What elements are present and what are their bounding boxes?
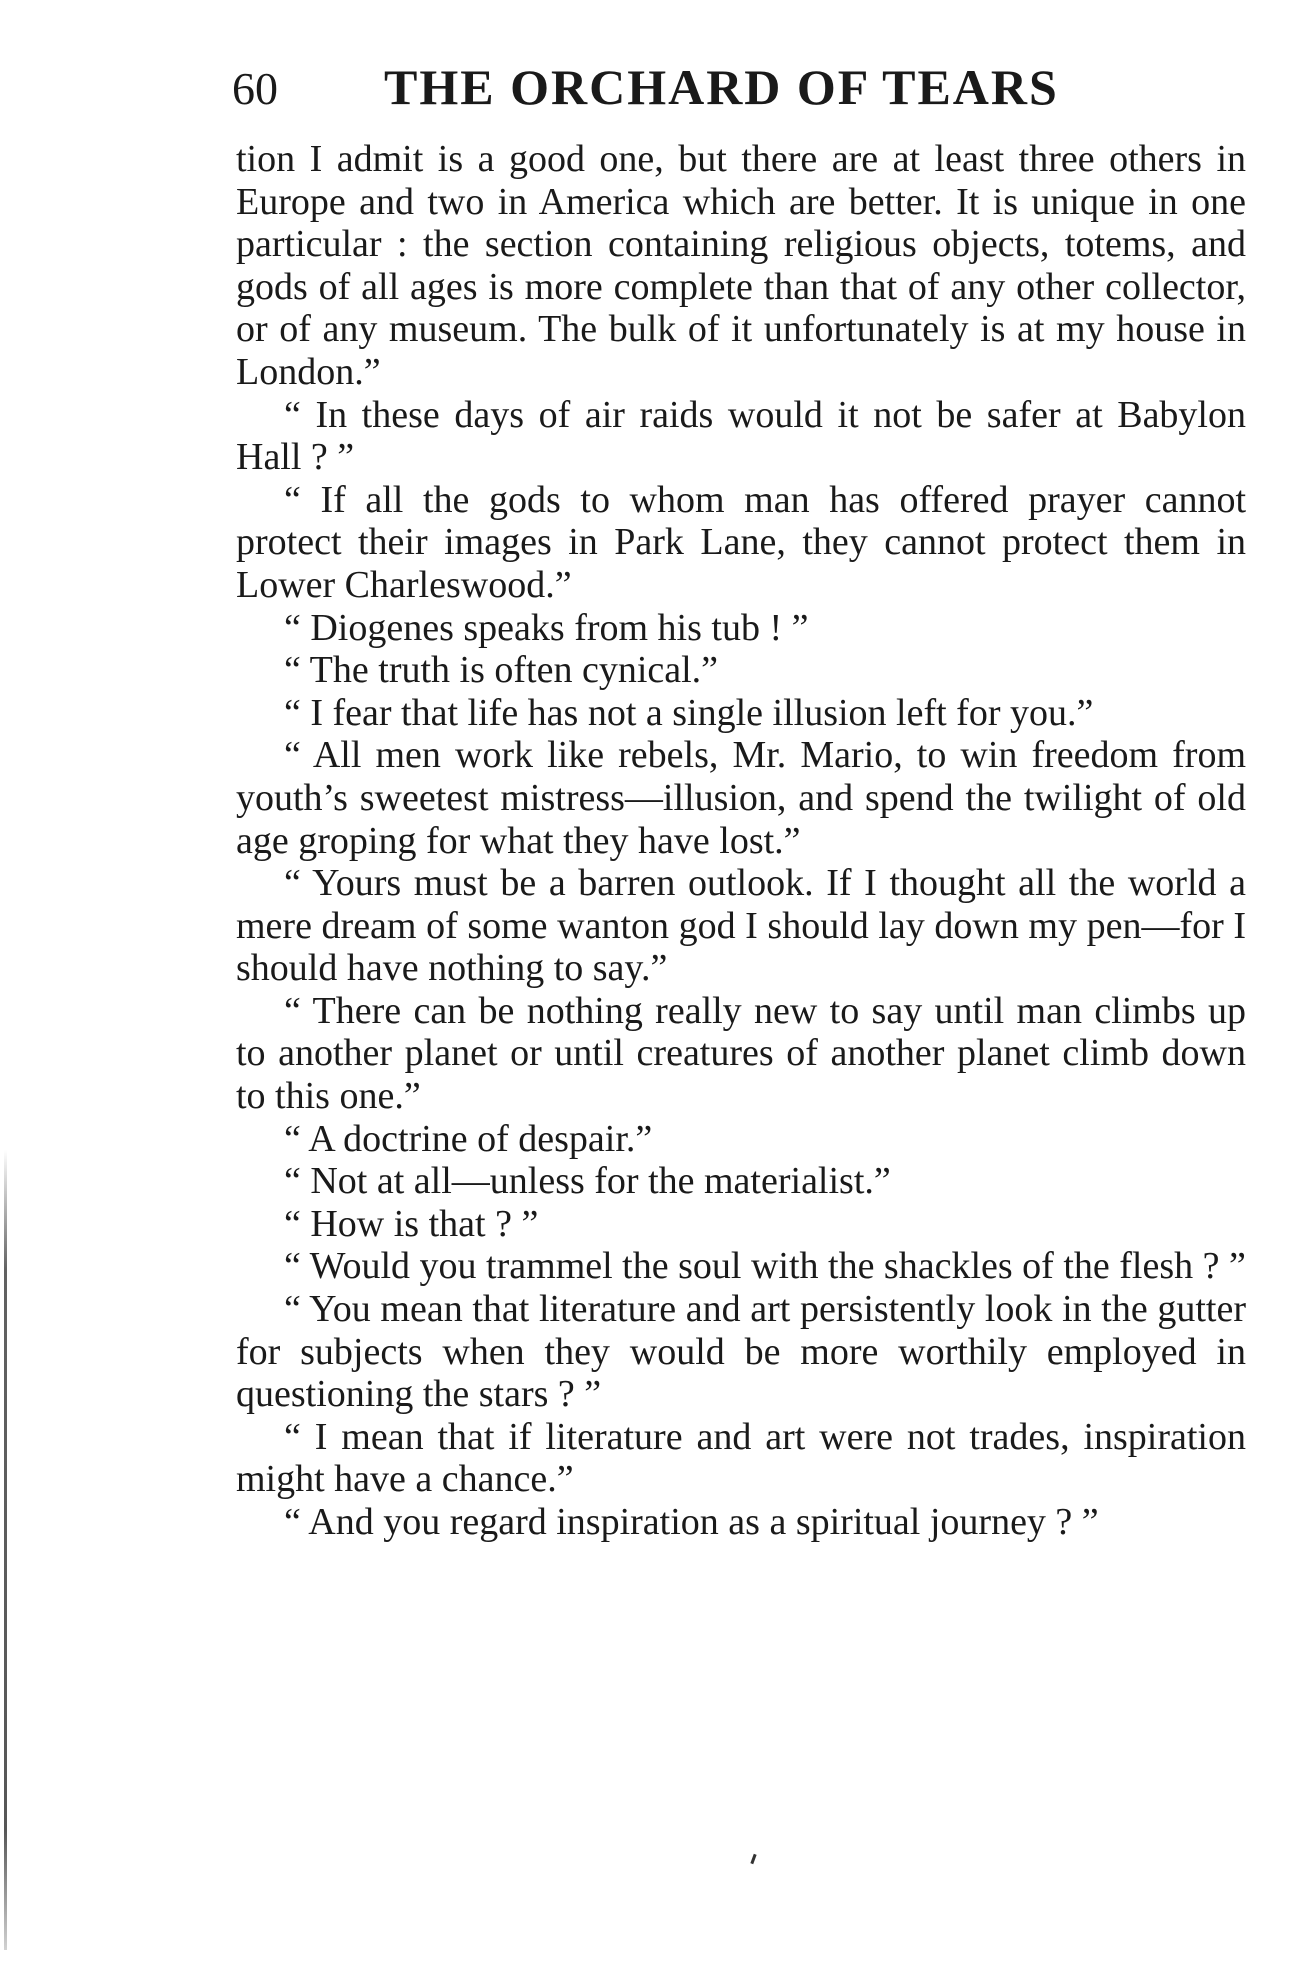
paragraph: “ All men work like rebels, Mr. Mario, to win freedom from youth’s sweetest mistress—illusion, and spend the twilight of old age groping for what they have lost.”: [236, 734, 1246, 862]
paragraph: “ I fear that life has not a single illusion left for you.”: [284, 691, 1094, 734]
page-number: 60: [232, 63, 278, 114]
binding-shadow: [4, 1150, 7, 1950]
paragraph: “ There can be nothing really new to say until man climbs up to another planet or until creatures of another planet climb down to this one.”: [236, 989, 1246, 1118]
print-speck: [750, 1854, 756, 1864]
paragraph: “ Not at all—unless for the materialist.”: [284, 1160, 891, 1203]
paragraph: “ Diogenes speaks from his tub ! ”: [284, 606, 809, 649]
paragraph: “ Would you trammel the soul with the shackles of the flesh ? ”: [284, 1245, 1246, 1288]
paragraph: “ And you regard inspiration as a spiritual journey ? ”: [284, 1501, 1099, 1543]
paragraph: “ Yours must be a barren outlook. If I thought all the world a mere dream of some wanton god I should lay down my pen—for I should have nothing to say.”: [236, 862, 1246, 990]
body-text: [236, 138, 1246, 1544]
paragraph: “ If all the gods to whom man has offered prayer cannot protect their images in Park Lane, they cannot protect them in Lower Charleswood.”: [236, 478, 1246, 606]
running-title: THE ORCHARD OF TEARS: [384, 59, 1059, 115]
paragraph: “ A doctrine of despair.”: [284, 1117, 653, 1160]
paragraph: “ You mean that literature and art persistently look in the gutter for subjects when they would be more worthily employed in questioning the stars ? ”: [236, 1288, 1246, 1416]
paragraph: “ How is that ? ”: [284, 1202, 539, 1245]
page-header: [232, 58, 1242, 128]
paragraph: “ In these days of air raids would it not be safer at Babylon Hall ? ”: [236, 393, 1246, 479]
paragraph: “ The truth is often cynical.”: [284, 649, 719, 692]
paragraph: tion I admit is a good one, but there are at least three others in Europe and two in America which are better. It is unique in one particular : the section containing religious objects, totems, and gods of all ages is more complete than that of any other collector, or of any museum. The bulk of it unfortunately is at my house in London.”: [236, 138, 1246, 393]
paragraph: “ I mean that if literature and art were not trades, inspiration might have a chance.”: [236, 1415, 1246, 1501]
